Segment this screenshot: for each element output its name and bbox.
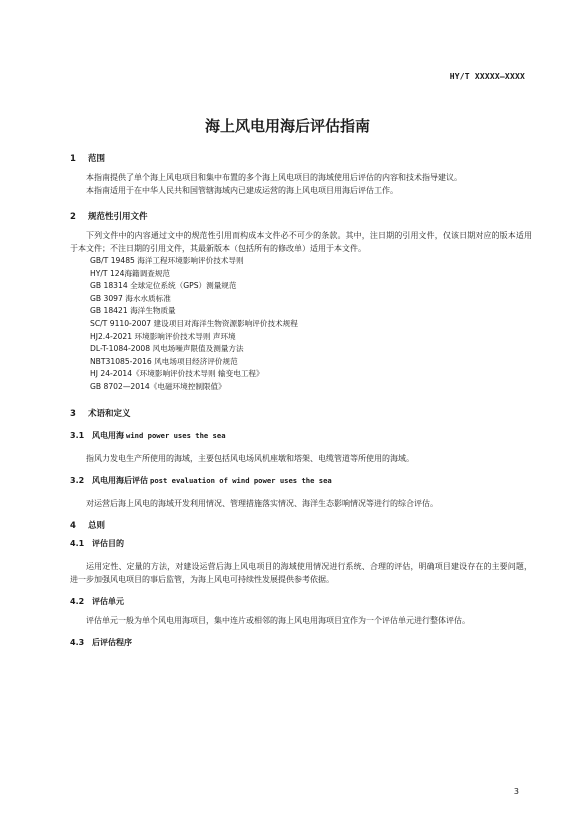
term-english: post evaluation of wind power uses the sea: [150, 475, 332, 485]
reference-item: GB 8702—2014《电磁环境控制限值》: [90, 381, 226, 391]
document-body: [70, 153, 532, 649]
clause-number: 4.2: [70, 596, 85, 606]
clause-title: 评估目的: [92, 538, 124, 548]
reference-item: GB 18421 海洋生物质量: [90, 306, 176, 316]
term-english: wind power uses the sea: [126, 430, 226, 440]
section-title: 规范性引用文件: [88, 212, 148, 222]
paragraph: 评估单元一般为单个风电用海项目，集中连片或相邻的海上风电用海项目宜作为一个评估单元进行整体评估。: [86, 615, 470, 625]
standard-code: HY/T XXXXX—XXXX: [449, 72, 525, 81]
section-number: 3: [70, 408, 76, 419]
document-title: 海上风电用海后评估指南: [204, 117, 370, 135]
reference-item: SC/T 9110-2007 建设项目对海洋生物资源影响评价技术规程: [90, 318, 298, 328]
term-definition: 对运营后海上风电的海域开发利用情况、管理措施落实情况、海洋生态影响情况等进行的综合评估。: [86, 498, 438, 508]
reference-item: HJ2.4-2021 环境影响评价技术导则 声环境: [90, 331, 236, 341]
term-definition: 指风力发电生产所使用的海域，主要包括风电场风机座墩和塔架、电缆管道等所使用的海域。: [86, 453, 414, 463]
reference-list: [70, 255, 532, 394]
paragraph: 运用定性、定量的方法，对建设运营后海上风电项目的海域使用情况进行系统、合理的评估，明确项目建设存在的主要问题，进一步加强风电项目的事后监管，为海上风电可持续性发展提供参考依据。: [70, 561, 532, 584]
clause-heading: [70, 637, 532, 649]
reference-item: DL-T-1084-2008 风电场噪声限值及测量方法: [90, 344, 244, 354]
paragraph: 下列文件中的内容通过文中的规范性引用而构成本文件必不可少的条款。其中，注日期的引用文件，仅该日期对应的版本适用于本文件；不注日期的引用文件，其最新版本（包括所有的修改单）适用于本文件。: [70, 231, 532, 253]
clause-title: 评估单元: [92, 596, 124, 606]
section-number: 1: [70, 154, 76, 164]
term-heading: [70, 430, 532, 442]
clause-number: 4.1: [70, 538, 85, 548]
reference-item: HY/T 124海籍调查规范: [90, 268, 171, 278]
term-name: 风电用海后评估: [92, 475, 148, 485]
section-heading-1: [70, 153, 532, 165]
term-number: 3.1: [70, 430, 85, 440]
term-name: 风电用海: [92, 430, 124, 440]
section-number: 4: [70, 520, 76, 531]
reference-item: NBT31085-2016 风电场项目经济评价规范: [90, 356, 238, 366]
section-title: 总则: [88, 520, 106, 531]
term-heading: [70, 475, 532, 487]
paragraph: 本指南适用于在中华人民共和国管辖海域内已建成运营的海上风电项目用海后评估工作。: [86, 186, 398, 195]
section-heading-3: [70, 408, 532, 420]
section-title: 术语和定义: [88, 408, 131, 419]
clause-heading: [70, 596, 532, 608]
clause-title: 后评估程序: [92, 637, 132, 647]
clause-heading: [70, 538, 532, 550]
reference-item: GB 3097 海水水质标准: [90, 293, 171, 303]
reference-item: GB/T 19485 海洋工程环境影响评价技术导则: [90, 256, 244, 265]
clause-number: 4.3: [70, 637, 85, 647]
reference-item: HJ 24-2014《环境影响评价技术导则 输变电工程》: [90, 369, 264, 379]
section-title: 范围: [88, 154, 106, 164]
section-heading-2: [70, 211, 532, 223]
section-heading-4: [70, 520, 532, 532]
paragraph: 本指南提供了单个海上风电项目和集中布置的多个海上风电项目的海域使用后评估的内容和技术指导建议。: [86, 173, 462, 182]
term-number: 3.2: [70, 475, 85, 485]
section-number: 2: [70, 212, 76, 222]
reference-item: GB 18314 全球定位系统（GPS）测量规范: [90, 281, 237, 291]
page-number: 3: [513, 787, 519, 796]
